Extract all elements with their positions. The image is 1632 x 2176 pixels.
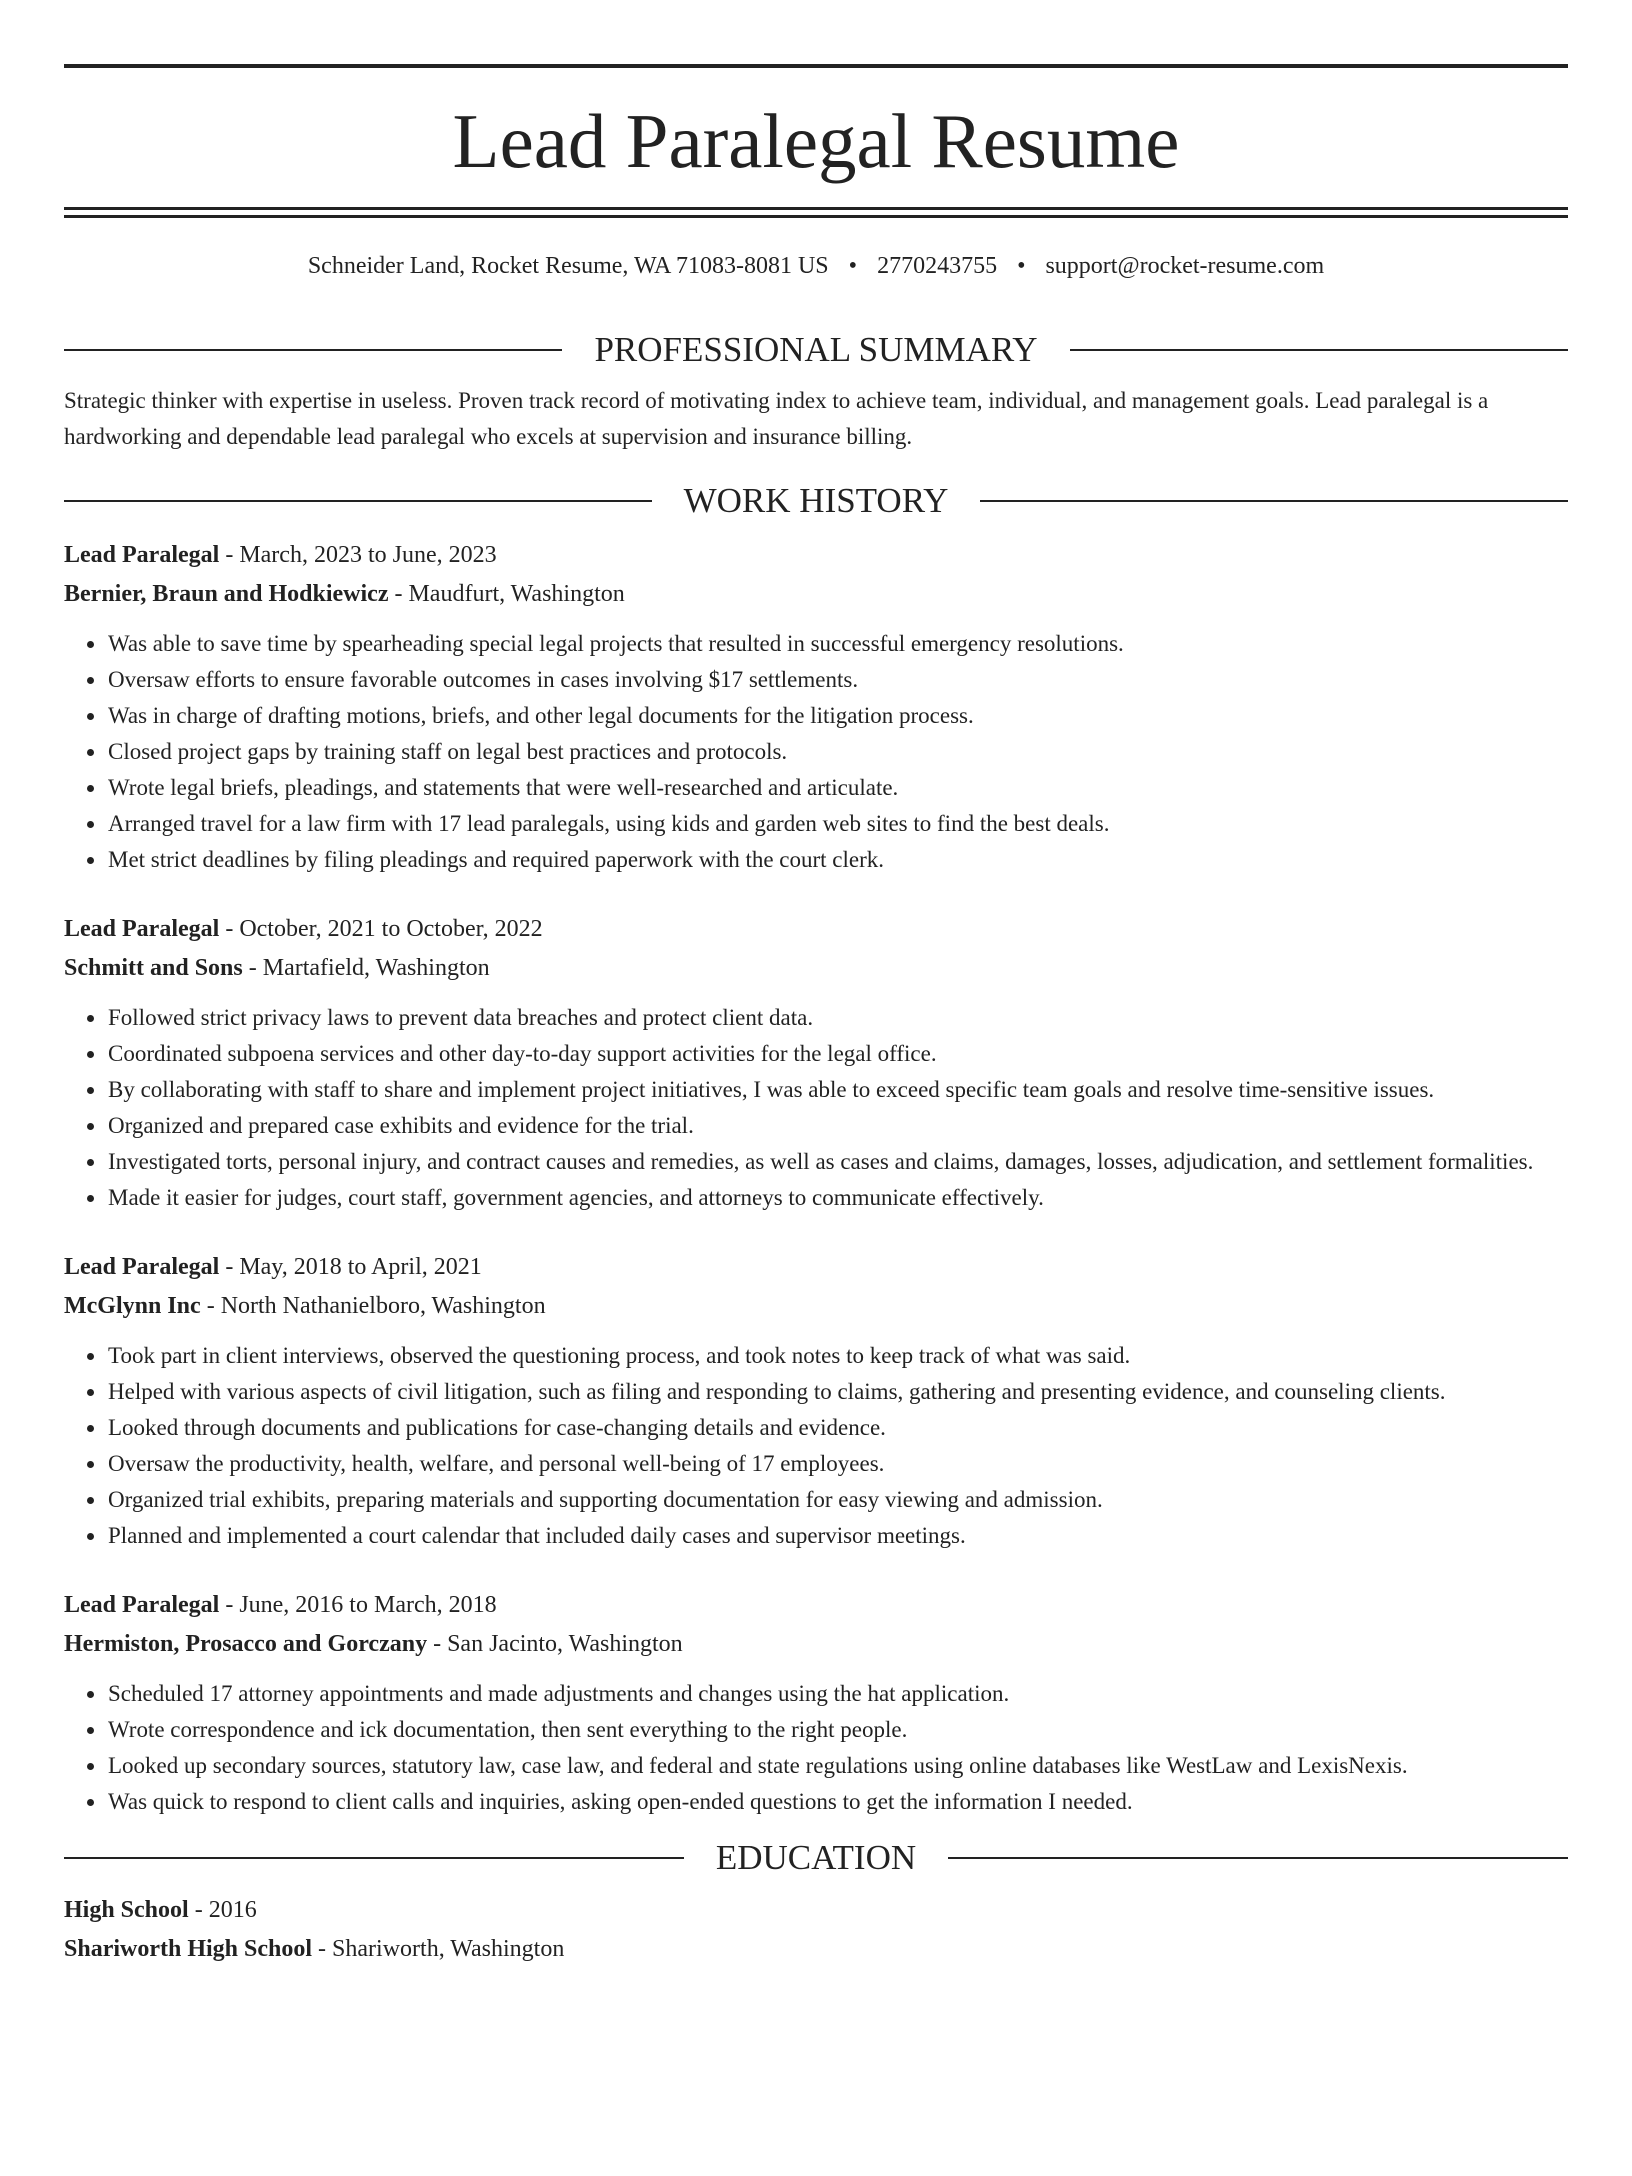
resume-page <box>0 64 1632 2176</box>
list-item: • Took part in client interviews, observed the questioning process, and took notes to keep track of what was said. <box>107 1338 1568 1374</box>
section-rule-left <box>64 1857 684 1859</box>
section-rule-right <box>948 1857 1568 1859</box>
list-item: • Closed project gaps by training staff on legal best practices and protocols. <box>107 734 1568 770</box>
job-bullet-list <box>64 1000 1568 1216</box>
job-entry <box>64 1586 1568 1820</box>
section-title: EDUCATION <box>715 1838 917 1877</box>
job-location: San Jacinto, Washington <box>447 1631 683 1657</box>
education-degree: High School <box>64 1897 189 1923</box>
job-dates: June, 2016 to March, 2018 <box>239 1592 497 1618</box>
list-item: • Was quick to respond to client calls and inquiries, asking open-ended questions to get the information I needed. <box>107 1784 1568 1820</box>
dash: - <box>427 1631 448 1657</box>
dash: - <box>219 1254 240 1280</box>
job-title-line <box>64 1586 1568 1625</box>
contact-phone: 2770243755 <box>877 253 998 279</box>
top-rule <box>64 64 1568 68</box>
section-rule-left <box>64 349 562 351</box>
list-item: • Was in charge of drafting motions, briefs, and other legal documents for the litigation process. <box>107 698 1568 734</box>
list-item: • Met strict deadlines by filing pleadings and required paperwork with the court clerk. <box>107 842 1568 878</box>
job-dates: March, 2023 to June, 2023 <box>239 542 497 568</box>
list-item: • Planned and implemented a court calendar that included daily cases and supervisor meetings. <box>107 1518 1568 1554</box>
job-title-line <box>64 910 1568 949</box>
list-item: • Organized trial exhibits, preparing materials and supporting documentation for easy viewing and admission. <box>107 1482 1568 1518</box>
section-heading-summary <box>64 332 1568 367</box>
job-company-line <box>64 949 1568 988</box>
dash: - <box>219 1592 240 1618</box>
job-company-line <box>64 1625 1568 1664</box>
list-item: • Followed strict privacy laws to prevent data breaches and protect client data. <box>107 1000 1568 1036</box>
job-company: McGlynn Inc <box>64 1293 201 1319</box>
list-item: • Organized and prepared case exhibits and evidence for the trial. <box>107 1108 1568 1144</box>
title-double-rule <box>64 207 1568 218</box>
job-bullet-list <box>64 1338 1568 1554</box>
section-title: PROFESSIONAL SUMMARY <box>594 330 1038 369</box>
summary-text: Strategic thinker with expertise in useless. Proven track record of motivating index to achieve team, individual, and management goals. Lead paralegal is a hardworking and dependable lead paralegal who excels at supervision and insurance billing. <box>64 388 1489 449</box>
section-title: WORK HISTORY <box>683 481 949 520</box>
job-company-line <box>64 575 1568 614</box>
list-item: • Helped with various aspects of civil litigation, such as filing and responding to claims, gathering and presenting evidence, and counseling clients. <box>107 1374 1568 1410</box>
section-rule-right <box>1070 349 1568 351</box>
list-item: • Wrote legal briefs, pleadings, and statements that were well-researched and articulate. <box>107 770 1568 806</box>
contact-separator: • <box>1017 253 1026 279</box>
education-year: 2016 <box>208 1897 257 1923</box>
job-title: Lead Paralegal <box>64 916 220 942</box>
education-entry <box>64 1891 1568 1969</box>
section-rule-left <box>64 500 652 502</box>
dash: - <box>242 955 263 981</box>
job-company: Schmitt and Sons <box>64 955 243 981</box>
page-title: Lead Paralegal Resume <box>452 98 1180 184</box>
list-item: • Arranged travel for a law firm with 17 lead paralegals, using kids and garden web sites to find the best deals. <box>107 806 1568 842</box>
job-title-line <box>64 536 1568 575</box>
education-school-line <box>64 1930 1568 1969</box>
list-item: • Oversaw efforts to ensure favorable outcomes in cases involving $17 settlements. <box>107 662 1568 698</box>
job-company-line <box>64 1287 1568 1326</box>
contact-address: Schneider Land, Rocket Resume, WA 71083-8081 US <box>307 253 829 279</box>
dash: - <box>219 542 240 568</box>
list-item: • Scheduled 17 attorney appointments and made adjustments and changes using the hat application. <box>107 1676 1568 1712</box>
list-item: • Made it easier for judges, court staff, government agencies, and attorneys to communicate effectively. <box>107 1180 1568 1216</box>
list-item: • Was able to save time by spearheading special legal projects that resulted in successful emergency resolutions. <box>107 626 1568 662</box>
dash: - <box>312 1936 333 1962</box>
job-location: Martafield, Washington <box>262 955 490 981</box>
list-item: • Oversaw the productivity, health, welfare, and personal well-being of 17 employees. <box>107 1446 1568 1482</box>
list-item: • Wrote correspondence and ick documentation, then sent everything to the right people. <box>107 1712 1568 1748</box>
job-bullet-list <box>64 1676 1568 1820</box>
list-item: • By collaborating with staff to share and implement project initiatives, I was able to exceed specific team goals and resolve time-sensitive issues. <box>107 1072 1568 1108</box>
section-heading-work <box>64 483 1568 518</box>
work-history-list <box>64 536 1568 1820</box>
list-item: • Looked up secondary sources, statutory law, case law, and federal and state regulations using online databases like WestLaw and LexisNexis. <box>107 1748 1568 1784</box>
contact-line <box>64 254 1568 278</box>
list-item: • Looked through documents and publications for case-changing details and evidence. <box>107 1410 1568 1446</box>
job-entry <box>64 536 1568 878</box>
dash: - <box>188 1897 209 1923</box>
education-degree-line <box>64 1891 1568 1930</box>
job-entry <box>64 1248 1568 1554</box>
dash: - <box>388 581 409 607</box>
contact-email: support@rocket-resume.com <box>1045 253 1325 279</box>
dash: - <box>219 916 240 942</box>
job-location: North Nathanielboro, Washington <box>220 1293 546 1319</box>
job-location: Maudfurt, Washington <box>408 581 625 607</box>
job-company: Bernier, Braun and Hodkiewicz <box>64 581 389 607</box>
section-rule-right <box>980 500 1568 502</box>
job-title: Lead Paralegal <box>64 542 220 568</box>
list-item: • Investigated torts, personal injury, and contract causes and remedies, as well as cases and claims, damages, losses, adjudication, and settlement formalities. <box>107 1144 1568 1180</box>
education-location: Shariworth, Washington <box>332 1936 565 1962</box>
contact-separator: • <box>848 253 858 279</box>
job-title: Lead Paralegal <box>64 1592 220 1618</box>
job-dates: May, 2018 to April, 2021 <box>239 1254 482 1280</box>
job-title: Lead Paralegal <box>64 1254 220 1280</box>
dash: - <box>200 1293 221 1319</box>
job-dates: October, 2021 to October, 2022 <box>239 916 543 942</box>
job-bullet-list <box>64 626 1568 878</box>
job-title-line <box>64 1248 1568 1287</box>
job-company: Hermiston, Prosacco and Gorczany <box>64 1631 428 1657</box>
list-item: • Coordinated subpoena services and other day-to-day support activities for the legal office. <box>107 1036 1568 1072</box>
job-entry <box>64 910 1568 1216</box>
section-heading-education <box>64 1840 1568 1875</box>
education-school: Shariworth High School <box>64 1936 313 1962</box>
